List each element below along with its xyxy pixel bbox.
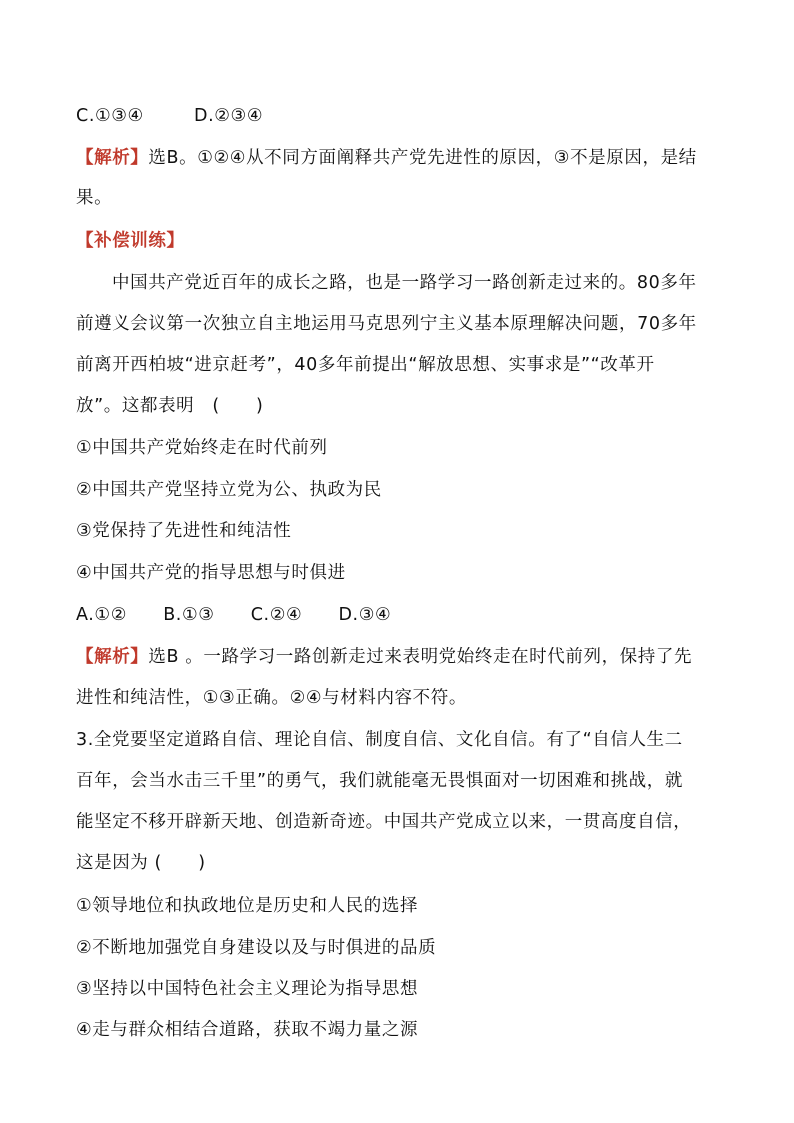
option-d: D.②③④ [194, 106, 264, 126]
practice-item-3: ③党保持了先进性和纯洁性 [76, 521, 292, 541]
q3-item-4: ④走与群众相结合道路，获取不竭力量之源 [76, 1020, 419, 1040]
q2-analysis-line-1 [76, 146, 734, 170]
practice-stem-line-4: 放”。这都表明 ( ) [76, 396, 264, 416]
practice-analysis-line-2: 进性和纯洁性，①③正确。②④与材料内容不符。 [76, 688, 467, 708]
analysis-text: 选B。①②④从不同方面阐释共产党先进性的原因，③不是原因，是结 [148, 148, 697, 168]
q3-item-3: ③坚持以中国特色社会主义理论为指导思想 [76, 979, 419, 999]
q3-item-2: ②不断地加强党自身建设以及与时俱进的品质 [76, 938, 437, 958]
option-b: B.①③ [163, 605, 215, 625]
option-c: C.①③④ [76, 106, 144, 126]
practice-options-row [76, 603, 734, 627]
option-d: D.③④ [338, 605, 392, 625]
practice-item-2: ②中国共产党坚持立党为公、执政为民 [76, 480, 382, 500]
analysis-text: 选B 。一路学习一路创新走过来表明党始终走在时代前列，保持了先 [148, 647, 693, 667]
practice-item-1: ①中国共产党始终走在时代前列 [76, 438, 328, 458]
q3-stem-line-2: 百年，会当水击三千里”的勇气，我们就能毫无畏惧面对一切困难和挑战，就 [76, 771, 683, 791]
q2-analysis-line-2: 果。 [76, 188, 113, 208]
q3-stem-line-1: 3.全党要坚定道路自信、理论自信、制度自信、文化自信。有了“自信人生二 [76, 730, 683, 750]
option-a: A.①② [76, 605, 128, 625]
practice-stem-line-1: 中国共产党近百年的成长之路，也是一路学习一路创新走过来的。80多年 [112, 273, 697, 293]
practice-analysis-line-1 [76, 645, 734, 669]
q3-stem-line-3: 能坚定不移开辟新天地、创造新奇迹。中国共产党成立以来，一贯高度自信， [76, 812, 692, 832]
practice-item-4: ④中国共产党的指导思想与时俱进 [76, 563, 346, 583]
analysis-tag: 【解析】 [76, 647, 149, 667]
q2-options-row [76, 104, 734, 128]
practice-stem-line-2: 前遵义会议第一次独立自主地运用马克思列宁主义基本原理解决问题，70多年 [76, 314, 697, 334]
practice-stem-line-3: 前离开西柏坡“进京赶考”，40多年前提出“解放思想、实事求是”“改革开 [76, 355, 655, 375]
practice-tag: 【补偿训练】 [76, 231, 185, 251]
q3-item-1: ①领导地位和执政地位是历史和人民的选择 [76, 896, 419, 916]
option-c: C.②④ [250, 605, 303, 625]
q3-stem-line-4: 这是因为 ( ) [76, 853, 206, 873]
analysis-tag: 【解析】 [76, 148, 149, 168]
